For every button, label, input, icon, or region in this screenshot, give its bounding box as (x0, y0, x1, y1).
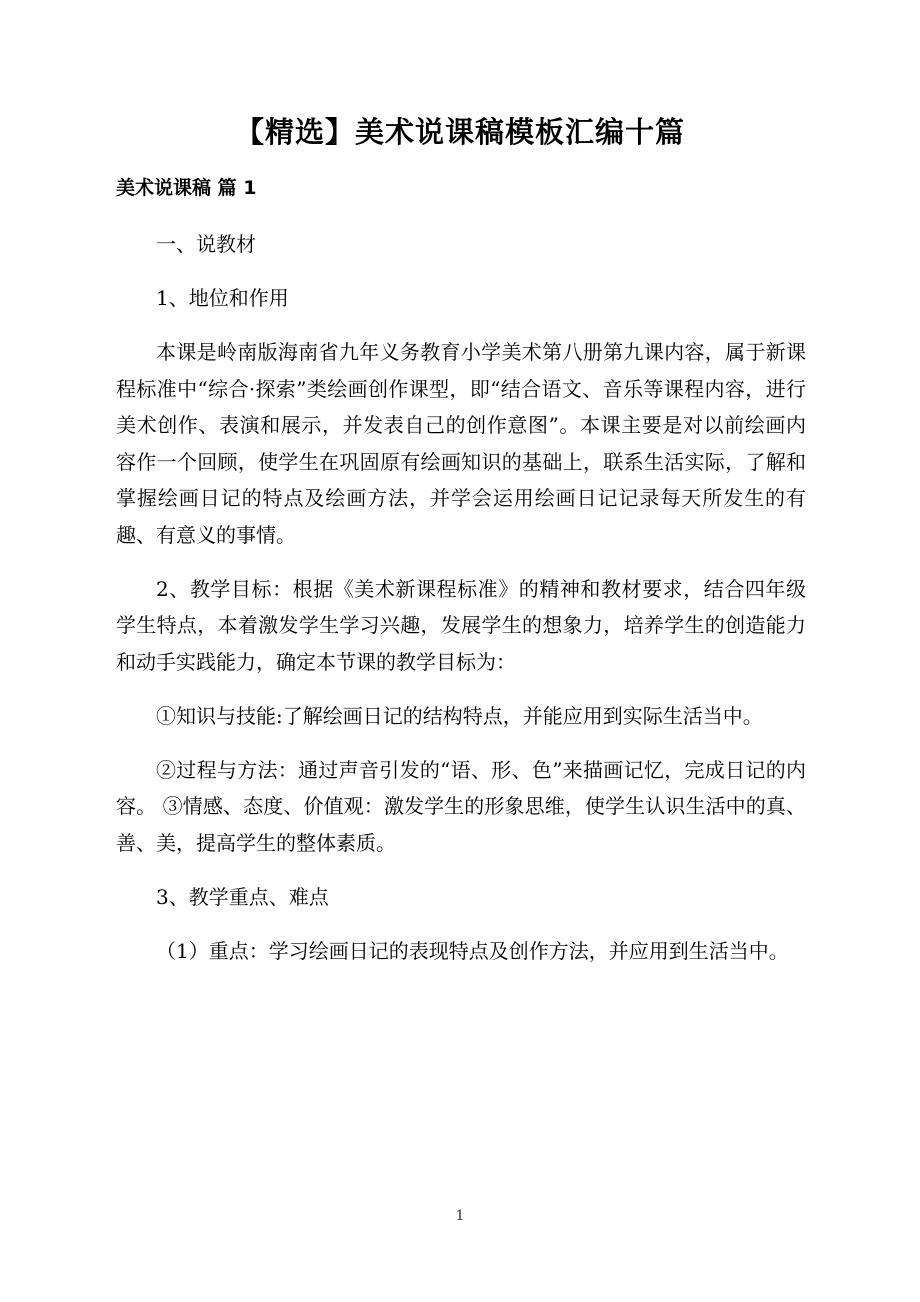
paragraph-text: （1）重点：学习绘画日记的表现特点及创作方法，并应用到生活当中。 (156, 938, 789, 963)
paragraph-subheading-3: 3、教学重点、难点 (156, 884, 329, 909)
paragraph-heading-1: 一、说教材 (156, 232, 256, 256)
paragraph-text: 本课是岭南版海南省九年义务教育小学美术第八册第九课内容，属于新课程标准中“综合·探索”类绘画创作课型，即“结合语文、音乐等课程内容，进行美术创作、表演和展示，并发表自己的创作意图”。本课主要是对以前绘画内容作一个回顾，使学生在巩固原有绘画知识的基础上，联系生活实际，了解和掌握绘画日记的特点及绘画方法，并学会运用绘画日记记录每天所发生的有趣、有意义的事情。 (116, 340, 806, 547)
paragraph-text: ②过程与方法：通过声音引发的“语、形、色”来描画记忆，完成日记的内容。 ③情感、态度、价值观：激发学生的形象思维，使学生认识生活中的真、善、美，提高学生的整体素质。 (116, 757, 806, 855)
paragraph-text: ①知识与技能:了解绘画日记的结构特点，并能应用到实际生活当中。 (156, 703, 763, 728)
paragraph-text: 2、教学目标：根据《美术新课程标准》的精神和教材要求，结合四年级学生特点，本着激发学生学习兴趣，发展学生的想象力，培养学生的创造能力和动手实践能力，确定本节课的教学目标为： (116, 576, 806, 674)
document-body (116, 226, 806, 987)
page-number: 1 (455, 1208, 465, 1224)
paragraph-subheading-1: 1、地位和作用 (156, 286, 289, 310)
document-title: 【精选】美术说课稿模板汇编十篇 (234, 115, 685, 149)
section-heading: 美术说课稿 篇 1 (116, 177, 257, 199)
